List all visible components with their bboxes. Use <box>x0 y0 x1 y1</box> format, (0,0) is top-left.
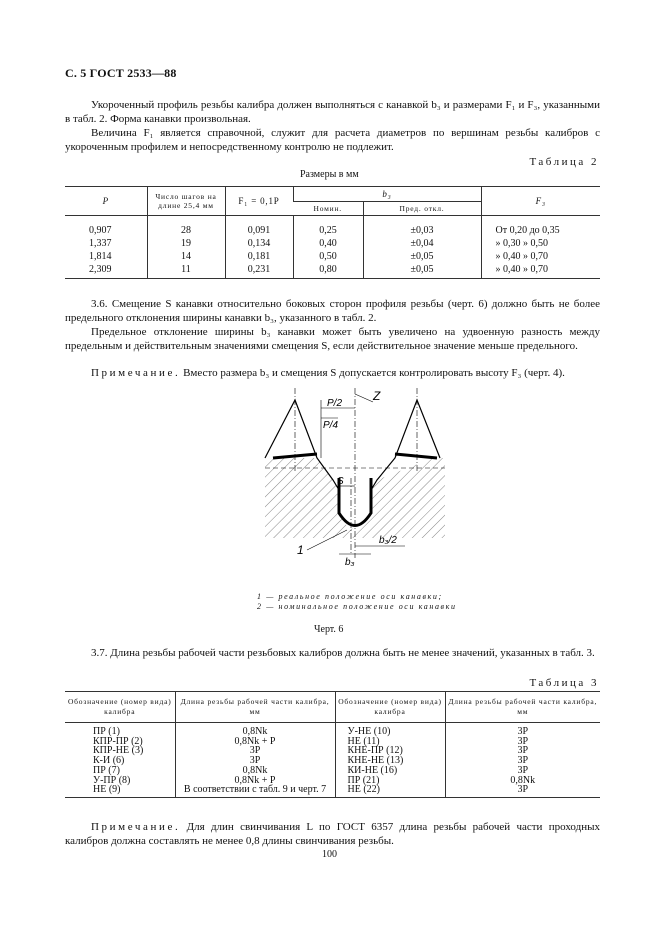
th-p: P <box>65 187 147 216</box>
note-2-label: Примечание. <box>91 821 181 833</box>
col-p: 0,907 1,337 1,814 2,309 <box>65 216 147 279</box>
note-1-label: Примечание. <box>91 367 181 379</box>
col-f3: От 0,20 до 0,35 » 0,30 » 0,50 » 0,40 » 0,70 » 0,40 » 0,70 <box>481 216 600 279</box>
figure-caption: Черт. 6 <box>314 624 344 635</box>
t3-col-3: У-НЕ (10) НЕ (11) КНЕ-ПР (12) КНЕ-НЕ (13) КИ-НЕ (16) ПР (21) НЕ (22) <box>335 723 445 798</box>
th-b3: b₃ <box>293 187 481 202</box>
note-2-text: Для длин свинчивания L по ГОСТ 6357 длина резьбы рабочей части проходных калибров должна составлять не менее 0,8 длины свинчивания резьбы. <box>65 821 600 847</box>
figure-legend-1: 1 — реальное положение оси канавки; <box>257 592 443 601</box>
th3-3: Обозначение (номер вида) калибра <box>335 692 445 723</box>
col-b3-dev: ±0,03 ±0,04 ±0,05 ±0,05 <box>363 216 481 279</box>
th-f3: F₃ <box>481 187 600 216</box>
note-2 <box>65 820 600 848</box>
label-z: Z <box>373 389 381 403</box>
th3-4: Длина резьбы рабочей части калибра, мм <box>445 692 600 723</box>
table2-caption: Таблица 2 <box>529 156 599 168</box>
col-f1: 0,091 0,134 0,181 0,231 <box>225 216 293 279</box>
th3-2: Длина резьбы рабочей части калибра, мм <box>175 692 335 723</box>
label-s: S <box>337 476 344 487</box>
col-b3-nom: 0,25 0,40 0,50 0,80 <box>293 216 363 279</box>
th-steps: Число шагов на длине 25,4 мм <box>147 187 225 216</box>
page-number: 100 <box>322 849 337 860</box>
t3-col-1: ПР (1) КПР-ПР (2) КПР-НЕ (3) К-И (6) ПР (7) У-ПР (8) НЕ (9) <box>65 723 175 798</box>
label-p4: P/4 <box>323 420 339 431</box>
table-3 <box>65 691 600 798</box>
table3-caption: Таблица 3 <box>529 677 599 689</box>
paragraph-3-7: 3.7. Длина резьбы рабочей части резьбовых калибров должна быть не менее значений, указанных в табл. 3. <box>91 647 595 659</box>
label-1: 1 <box>297 543 304 557</box>
leader-z <box>355 394 373 402</box>
th-dev: Пред. откл. <box>363 202 481 216</box>
th3-1: Обозначение (номер вида) калибра <box>65 692 175 723</box>
col-steps: 28 19 14 11 <box>147 216 225 279</box>
note-1-text: Вместо размера b₃ и смещения S допускается контролировать высоту F₃ (черт. 4). <box>180 367 565 379</box>
paragraph-3-6: 3.6. Смещение S канавки относительно боковых сторон профиля резьбы (черт. 6) должно быть не более предельного отклонения ширины канавки b₃, указанного в табл. 2. <box>65 298 600 324</box>
paragraph-f1: Величина F₁ является справочной, служит для расчета диаметров по вершинам резьбы калибров с укороченным профилем и непосредственному контролю не подлежит. <box>65 127 600 153</box>
th-nom: Номин. <box>293 202 363 216</box>
paragraph-deviation: Предельное отклонение ширины b₃ канавки может быть увеличено на удвоенную разность между предельным и действительным значениями смещения S, если действительное значение меньше предельного. <box>65 326 600 352</box>
t3-col-2: 0,8Nk 0,8Nk + P 3P 3P 0,8Nk 0,8Nk + P В соответствии с табл. 9 и черт. 7 <box>175 723 335 798</box>
table-2 <box>65 186 600 279</box>
th-f1: F₁ = 0,1P <box>225 187 293 216</box>
label-b3-half: b₃/2 <box>379 535 397 546</box>
drawing-6 <box>255 378 455 574</box>
table2-units: Размеры в мм <box>300 169 359 180</box>
figure-legend-2: 2 — номинальное положение оси канавки <box>257 602 457 611</box>
label-b3: b₃ <box>345 557 355 568</box>
paragraph-profile: Укороченный профиль резьбы калибра должен выполняться с канавкой b₃ и размерами F₁ и F₃, указанными в табл. 2. Форма канавки произвольная. <box>65 99 600 125</box>
t3-col-4: 3P 3P 3P 3P 3P 0,8Nk 3P <box>445 723 600 798</box>
page-header: С. 5 ГОСТ 2533—88 <box>65 66 177 80</box>
label-p2: P/2 <box>327 398 343 409</box>
